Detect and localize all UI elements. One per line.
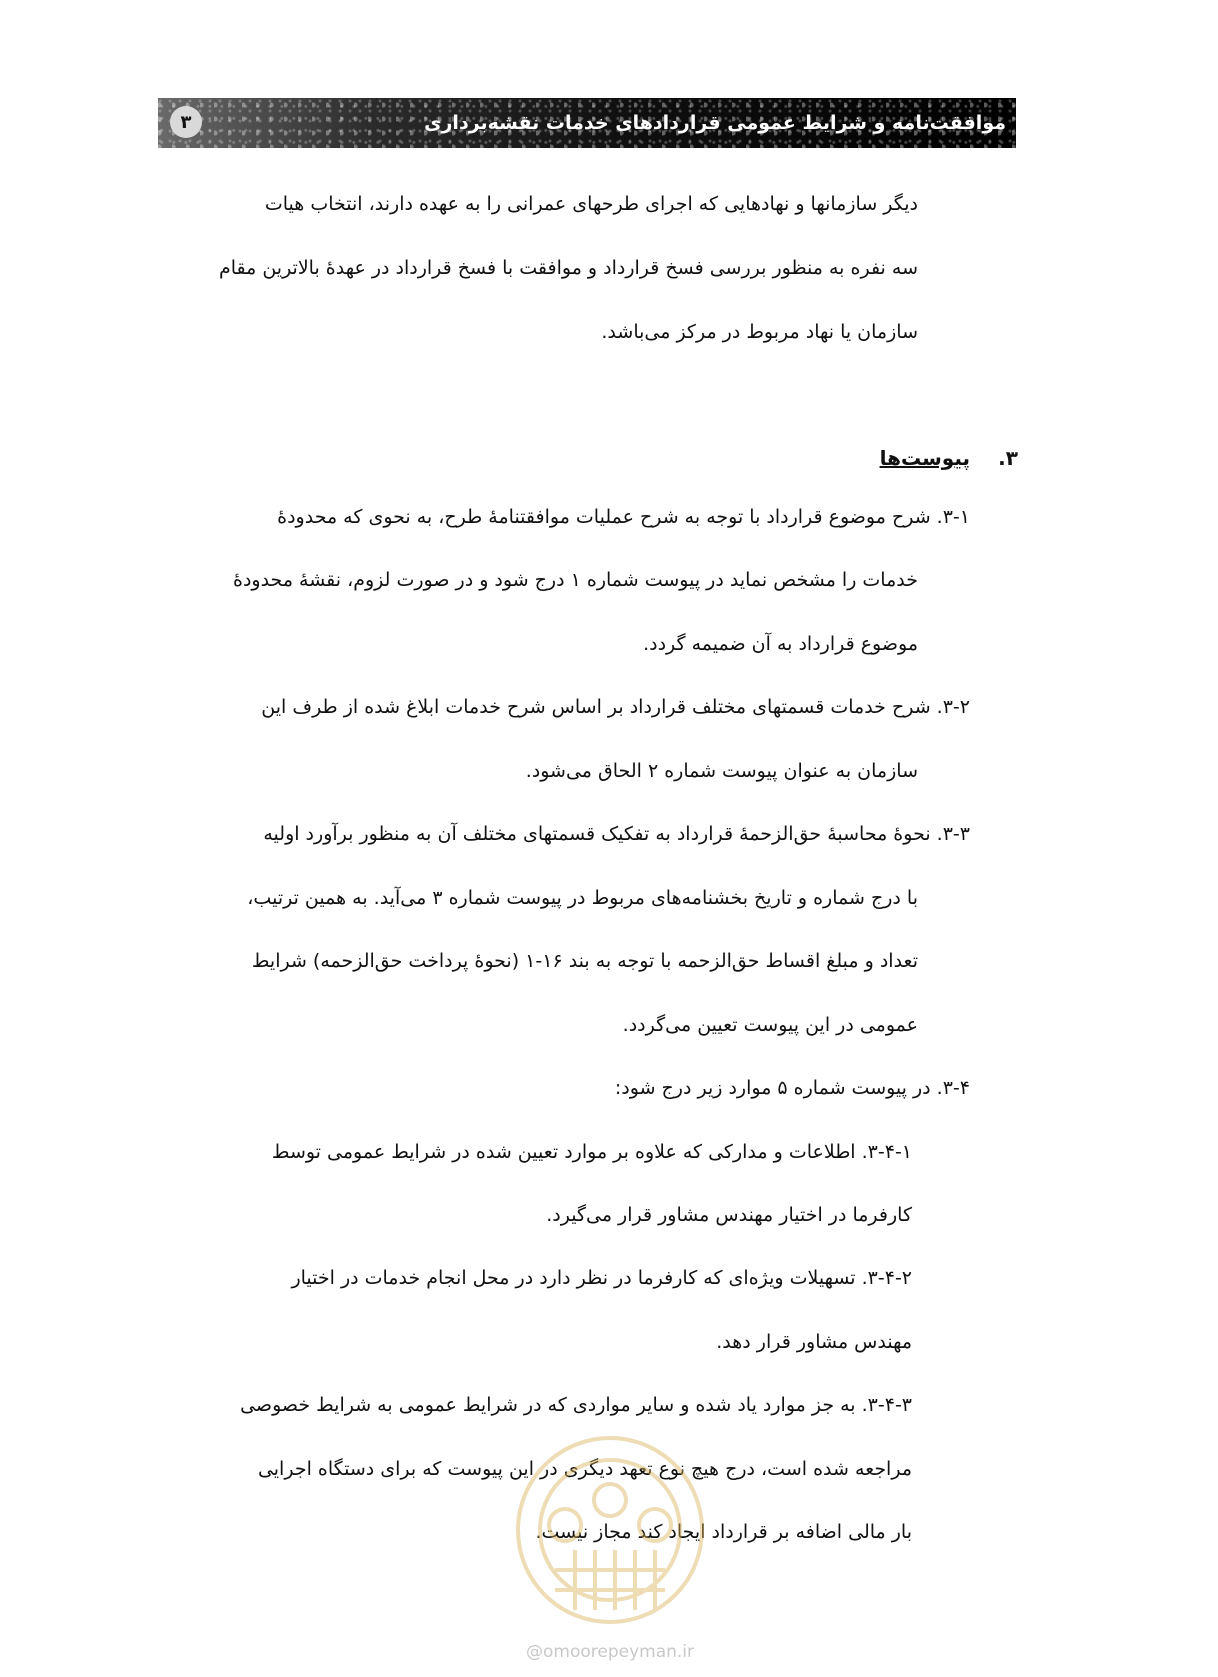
item-line: عمومی در این پیوست تعیین می‌گردد. (622, 1014, 918, 1036)
subitem-line: ۳-۴-۲. تسهیلات ویژه‌ای که کارفرما در نظر دارد در محل انجام خدمات در اختیار (291, 1267, 912, 1289)
item-line: با درج شماره و تاریخ بخشنامه‌های مربوط در پیوست شماره ۳ می‌آید. به همین ترتیب، (247, 887, 918, 909)
item-line: خدمات را مشخص نماید در پیوست شماره ۱ درج شود و در صورت لزوم، نقشهٔ محدودهٔ (232, 569, 918, 591)
item-line: سازمان به عنوان پیوست شماره ۲ الحاق می‌شود. (525, 760, 918, 782)
page-number: ۳ (170, 106, 202, 138)
item-line: تعداد و مبلغ اقساط حق‌الزحمه با توجه به بند ۱۶-۱ (نحوهٔ پرداخت حق‌الزحمه) شرایط (251, 950, 918, 972)
subitem-line: ۳-۴-۳. به جز موارد یاد شده و سایر مواردی که در شرایط عمومی به شرایط خصوصی (240, 1394, 912, 1416)
header-banner (158, 98, 1016, 148)
paragraph-line: سه نفره به منظور بررسی فسخ قرارداد و موافقت با فسخ قرارداد در عهدهٔ بالاترین مقام (218, 257, 918, 279)
item-line: ۳-۲. شرح خدمات قسمتهای مختلف قرارداد بر اساس شرح خدمات ابلاغ شده از طرف این (261, 696, 970, 718)
subitem-line: مراجعه شده است، درج هیچ نوع تعهد دیگری در این پیوست که برای دستگاه اجرایی (257, 1458, 912, 1480)
item-line: ۳-۱. شرح موضوع قرارداد با توجه به شرح عملیات موافقتنامهٔ طرح، به نحوی که محدودهٔ (277, 506, 970, 528)
section-number: ۳. (998, 446, 1018, 470)
subitem-line: کارفرما در اختیار مهندس مشاور قرار می‌گیرد. (546, 1204, 912, 1226)
subitem-line: مهندس مشاور قرار دهد. (716, 1331, 912, 1353)
item-line: ۳-۴. در پیوست شماره ۵ موارد زیر درج شود: (614, 1077, 970, 1099)
watermark-seal-icon (495, 1420, 725, 1635)
watermark-site-text: @omoorepeyman.ir (525, 1642, 695, 1662)
header-title: موافقت‌نامه و شرایط عمومی قراردادهای خدمات نقشه‌برداری (424, 112, 1006, 134)
paragraph-line: سازمان یا نهاد مربوط در مرکز می‌باشد. (601, 321, 918, 343)
item-line: موضوع قرارداد به آن ضمیمه گردد. (643, 633, 918, 655)
section-title: پیوست‌ها (879, 446, 970, 470)
item-line: ۳-۳. نحوهٔ محاسبهٔ حق‌الزحمهٔ قرارداد به تفکیک قسمتهای مختلف آن به منظور برآورد اولیه (263, 823, 970, 845)
subitem-line: ۳-۴-۱. اطلاعات و مدارکی که علاوه بر موارد تعیین شده در شرایط عمومی توسط (271, 1141, 912, 1163)
subitem-line: بار مالی اضافه بر قرارداد ایجاد کند مجاز نیست. (535, 1521, 912, 1543)
paragraph-line: دیگر سازمانها و نهادهایی که اجرای طرحهای عمرانی را به عهده دارند، انتخاب هیات (264, 193, 918, 215)
